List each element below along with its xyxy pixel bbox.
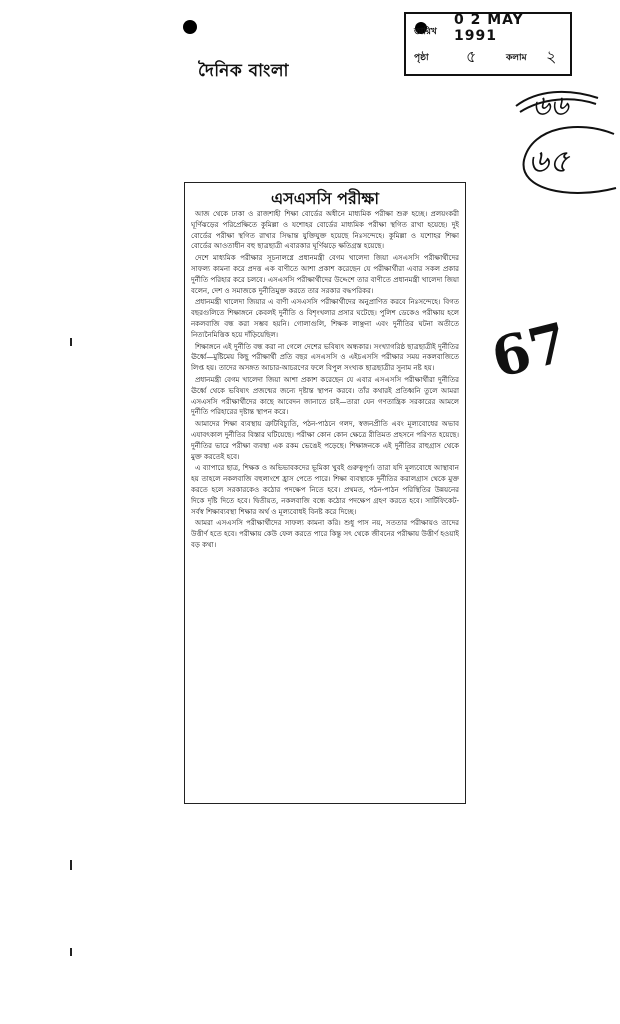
stamp-column-value: ২ xyxy=(546,47,557,66)
article-paragraph: প্রধানমন্ত্রী খালেদা জিয়ার এ বাণী এসএসসি পরীক্ষার্থীদের অনুপ্রাণিত করবে নিঃসন্দেহে। বিগত বছরগুলিতে শিক্ষাঙ্গনে কেবলই দুর্নীতি ও বিশৃংখলার প্রসার ঘটেছে। পুলিশ ডেকেও পরীক্ষায় হলে নকলবাজি বন্ধ করা সম্ভব হয়নি। গোলাগুলি, শিক্ষক লাঞ্ছনা এবং দুর্নীতির ঘটনা অতীতে নিত্যনৈমিত্তিক হয়ে দাঁড়িয়েছিল। xyxy=(191,298,459,339)
stamp-column-label: কলাম xyxy=(506,53,527,63)
article-paragraph: শিক্ষাঙ্গনে এই দুর্নীতি বন্ধ করা না গেলে দেশের ভবিষ্যৎ অন্ধকার। সংখ্যাগরিষ্ঠ ছাত্রছাত্রীই দুর্নীতির ঊর্ধ্বে—মুষ্টিমেয় কিছু পরীক্ষার্থী প্রতি বছর এসএসসি ও এইচএসসি পরীক্ষার সময় নকলবাজিতে লিপ্ত হয়। তাদের অসঙ্গত আচার-আচরণের ফলে বিপুল সংখ্যক ছাত্রছাত্রীর সুনাম নষ্ট হয়। xyxy=(191,342,459,373)
strike-through-mark xyxy=(512,78,602,118)
punch-hole-top xyxy=(183,20,197,34)
article-paragraph: দেশে মাধ্যমিক পরীক্ষার সূচনালগ্নে প্রধানমন্ত্রী বেগম খালেদা জিয়া এসএসসি পরীক্ষার্থীদের সাফল্য কামনা করে প্রদত্ত এক বাণীতে আশা প্রকাশ করেছেন যে পরীক্ষার্থীরা এবার সকল প্রকার দুর্নীতি পরিহার করে চলবে। এসএসসি পরীক্ষার্থীদের উদ্দেশে তার বাণীতে প্রধানমন্ত্রী খালেদা জিয়া বলেন, দেশ ও সমাজকে দুর্নীতিমুক্ত করতে তার সরকার বদ্ধপরিকর। xyxy=(191,254,459,295)
article-paragraph: আমরা এসএসসি পরীক্ষার্থীদের সাফল্য কামনা করি। শুধু পাস নয়, সততার পরীক্ষায়ও তাদের উত্তীর্ণ হতে হবে। পরীক্ষায় কেউ ফেল করতে পারে কিন্তু সৎ থেকে জীবনের পরীক্ষায় উত্তীর্ণ হওয়াই বড় কথা। xyxy=(191,519,459,549)
article-body xyxy=(191,209,459,795)
stamp-page-label: পৃষ্ঠা xyxy=(414,53,429,63)
handwritten-page-number: 67 xyxy=(485,309,574,391)
article-clipping xyxy=(184,182,466,804)
article-paragraph: এ ব্যাপারে ছাত্র, শিক্ষক ও অভিভাবকদের ভূমিকা খুবই গুরুত্বপূর্ণ। তারা যদি মূল্যবোধে আস্থাবান হয় তাহলে নকলবাজি বহুলাংশে হ্রাস পেতে পারে। শিক্ষা ব্যবস্থাকে দুর্নীতির করালগ্রাস থেকে মুক্ত করতে হলে সরকারকেও কঠোর পদক্ষেপ নিতে হবে। প্রথমত, পঠন-পাঠন পরিস্থিতির উন্নয়নের দিকে দৃষ্টি দিতে হবে। দ্বিতীয়ত, নকলবাজি বন্ধে কঠোর পদক্ষেপ গ্রহণ করতে হবে। সার্টিফিকেট-সর্বস্ব শিক্ষাব্যবস্থা শিক্ষার অর্থ ও মূল্যবোধই বিনষ্ট করে দিচ্ছে। xyxy=(191,464,459,516)
handwritten-circled-number: ৬৫ xyxy=(528,142,570,180)
stamp-page-value: ৫ xyxy=(466,47,477,66)
article-paragraph: প্রধানমন্ত্রী বেগম খালেদা জিয়া আশা প্রকাশ করেছেন যে এবার এসএসসি পরীক্ষার্থীরা দুর্নীতির ঊর্ধ্বে থেকে ভবিষ্যৎ প্রজন্মের জন্যে দৃষ্টান্ত স্থাপন করবে। তাঁর কথারই প্রতিধ্বনি তুলে আমরা এসএসসি পরীক্ষার্থীদের কাছে আবেদন জানাতে চাই—তারা যেন গণতান্ত্রিক সরকারের আমলে দুর্নীতি পরিহারের দৃষ্টান্ত স্থাপন করে। xyxy=(191,375,459,417)
archive-stamp xyxy=(404,12,572,76)
stamp-date-value: 0 2 MAY 1991 xyxy=(454,12,524,44)
scan-edge-mark xyxy=(70,338,72,346)
article-title: এসএসসি পরীক্ষা xyxy=(270,189,380,208)
scan-edge-mark xyxy=(70,860,72,870)
article-paragraph: আজ থেকে ঢাকা ও রাজশাহী শিক্ষা বোর্ডের অধীনে মাধ্যমিক পরীক্ষা শুরু হচ্ছে। প্রলয়ংকরী ঘূর্ণিঝড়ের পরিপ্রেক্ষিতে কুমিল্লা ও যশোহর বোর্ডের মাধ্যমিক পরীক্ষা স্থগিত রাখা হয়েছে। দুই বোর্ডের পরীক্ষা স্থগিত রাখার সিদ্ধান্ত যুক্তিযুক্ত হয়েছে নিঃসন্দেহে। কুমিল্লা ও যশোহর শিক্ষা বোর্ডের আওতাধীন বহু ছাত্রছাত্রী এবারকার ঘূর্ণিঝড়ে ক্ষতিগ্রস্ত হয়েছে। xyxy=(191,210,459,251)
handwritten-crossed-number: ৬৬ xyxy=(532,89,569,122)
stamp-date-label: তারিখ xyxy=(414,27,437,37)
scan-edge-mark xyxy=(70,948,72,956)
article-paragraph: আমাদের শিক্ষা ব্যবস্থায় ত্রুটিবিচ্যুতি, পঠন-পাঠনে গলদ, স্বজনপ্রীতি এবং মূল্যবোধের অভাব এযাবৎকাল দুর্নীতির বিস্তার ঘটিয়েছে। পরীক্ষা কোন কোন ক্ষেত্রে রীতিমত প্রহসনে পরিণত হয়েছে। দুর্নীতির ভারে পরীক্ষা ব্যবস্থা এক রকম ভেঙেই পড়েছে। শিক্ষাঙ্গনকে এই দুর্নীতির রাহুগ্রাস থেকে মুক্ত করতেই হবে। xyxy=(191,420,459,461)
newspaper-name: দৈনিক বাংলা xyxy=(198,61,289,81)
